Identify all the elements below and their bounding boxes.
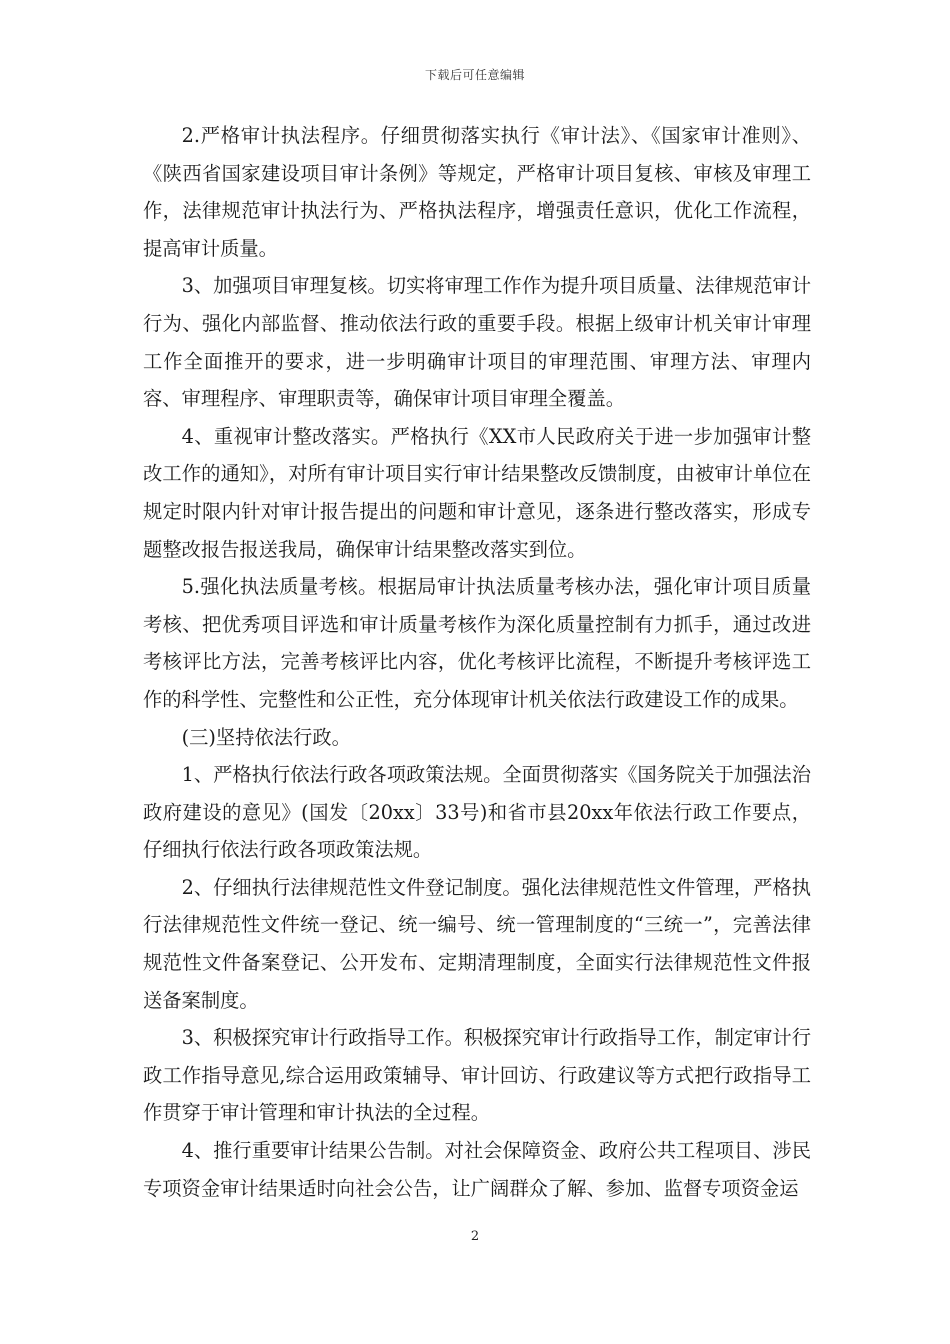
paragraph: 5.强化执法质量考核。根据局审计执法质量考核办法，强化审计项目质量考核、把优秀项目评选和审计质量考核作为深化质量控制有力抓手，通过改进考核评比方法，完善考核评比内容，优化考核评比流程，不断提升考核评选工作的科学性、完整性和公正性，充分体现审计机关依法行政建设工作的成果。 bbox=[143, 575, 811, 711]
paragraph: 3、加强项目审理复核。切实将审理工作作为提升项目质量、法律规范审计行为、强化内部监督、推动依法行政的重要手段。根据上级审计机关审计审理工作全面推开的要求，进一步明确审计项目的审理范围、审理方法、审理内容、审理程序、审理职责等，确保审计项目审理全覆盖。 bbox=[143, 274, 811, 411]
page-number: 2 bbox=[470, 1229, 480, 1244]
paragraph: 4、重视审计整改落实。严格执行《XX市人民政府关于进一步加强审计整改工作的通知》，对所有审计项目实行审计结果整改反馈制度，由被审计单位在规定时限内针对审计报告提出的问题和审计意见，逐条进行整改落实，形成专题整改报告报送我局，确保审计结果整改落实到位。 bbox=[143, 424, 811, 561]
document-body bbox=[143, 117, 811, 1207]
paragraph: 4、推行重要审计结果公告制。对社会保障资金、政府公共工程项目、涉民专项资金审计结果适时向社会公告，让广阔群众了解、参加、监督专项资金运 bbox=[143, 1139, 811, 1200]
paragraph: 2、仔细执行法律规范性文件登记制度。强化法律规范性文件管理，严格执行法律规范性文件统一登记、统一编号、统一管理制度的“三统一”，完善法律规范性文件备案登记、公开发布、定期清理制度，全面实行法律规范性文件报送备案制度。 bbox=[143, 875, 811, 1012]
section-heading: (三)坚持依法行政。 bbox=[181, 725, 351, 749]
paragraph: 2.严格审计执法程序。仔细贯彻落实执行《审计法》、《国家审计准则》、《陕西省国家建设项目审计条例》等规定，严格审计项目复核、审核及审理工作，法律规范审计执法行为、严格执法程序，增强责任意识，优化工作流程，提高审计质量。 bbox=[143, 124, 811, 260]
page-header: 下载后可任意编辑 bbox=[424, 68, 525, 82]
paragraph: 1、严格执行依法行政各项政策法规。全面贯彻落实《国务院关于加强法治政府建设的意见》(国发〔20xx〕33号)和省市县20xx年依法行政工作要点，仔细执行依法行政各项政策法规。 bbox=[143, 763, 811, 862]
paragraph: 3、积极探究审计行政指导工作。积极探究审计行政指导工作，制定审计行政工作指导意见,综合运用政策辅导、审计回访、行政建议等方式把行政指导工作贯穿于审计管理和审计执法的全过程。 bbox=[143, 1026, 811, 1125]
